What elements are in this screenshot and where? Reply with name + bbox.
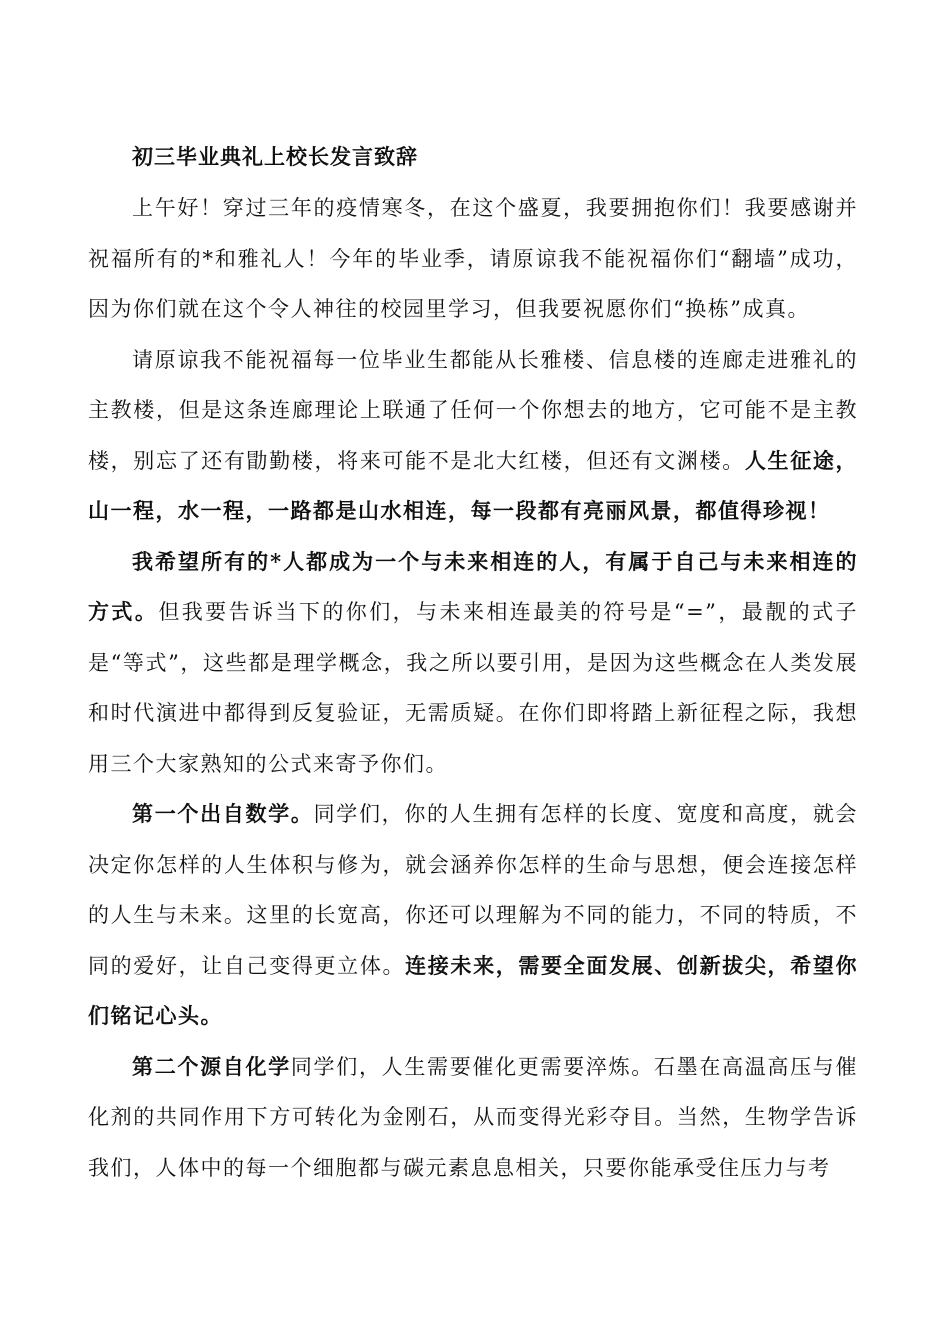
paragraph-greeting: 上午好！穿过三年的疫情寒冬，在这个盛夏，我要拥抱你们！我要感谢并祝福所有的*和雅礼人！今年的毕业季，请原谅我不能祝福你们“翻墙”成功，因为你们就在这个令人神往的校园里学习，但我要祝愿你们“换栋”成真。 bbox=[88, 196, 859, 321]
paragraph-math-emphasis: 连接未来，需要全面发展、创新拔尖，希望你们铭记心头。 bbox=[88, 952, 859, 1028]
paragraph-future-emphasis: 我希望所有的*人都成为一个与未来相连的人，有属于自己与未来相连的方式。 bbox=[88, 548, 858, 624]
paragraph-math bbox=[88, 789, 858, 1042]
paragraph-future bbox=[88, 537, 858, 790]
paragraph-math-heading: 第一个出自数学。 bbox=[132, 801, 314, 826]
paragraph-corridor-emphasis: 人生征途，山一程，水一程，一路都是山水相连，每一段都有亮丽风景，都值得珍视！ bbox=[88, 447, 859, 523]
document-title: 初三毕业典礼上校长发言致辞 bbox=[132, 144, 418, 169]
document-page bbox=[88, 135, 858, 1193]
paragraph-corridor-text: 请原谅我不能祝福每一位毕业生都能从长雅楼、信息楼的连廊走进雅礼的主教楼，但是这条连廊理论上联通了任何一个你想去的地方，它可能不是主教楼，别忘了还有勖勤楼，将来可能不是北大红楼，但还有文渊楼。 bbox=[88, 347, 858, 473]
paragraph-math-text: 同学们，你的人生拥有怎样的长度、宽度和高度，就会决定你怎样的人生体积与修为，就会涵养你怎样的生命与思想，便会连接怎样的人生与未来。这里的长宽高，你还可以理解为不同的能力，不同的特质，不同的爱好，让自己变得更立体。 bbox=[88, 802, 859, 978]
paragraph-chemistry-text: 同学们，人生需要催化更需要淬炼。石墨在高温高压与催化剂的共同作用下方可转化为金刚石，从而变得光彩夺目。当然，生物学告诉我们，人体中的每一个细胞都与碳元素息息相关，只要你能承受住压力与考 bbox=[88, 1054, 859, 1180]
paragraph-future-text: 但我要告诉当下的你们，与未来相连最美的符号是“=”，最靓的式子是“等式”，这些都是理学概念，我之所以要引用，是因为这些概念在人类发展和时代演进中都得到反复验证，无需质疑。在你们即将踏上新征程之际，我想用三个大家熟知的公式来寄予你们。 bbox=[88, 600, 859, 776]
paragraph-chemistry-heading: 第二个源自化学 bbox=[132, 1053, 291, 1079]
paragraph-chemistry bbox=[88, 1042, 858, 1194]
paragraph-corridor bbox=[88, 335, 858, 537]
